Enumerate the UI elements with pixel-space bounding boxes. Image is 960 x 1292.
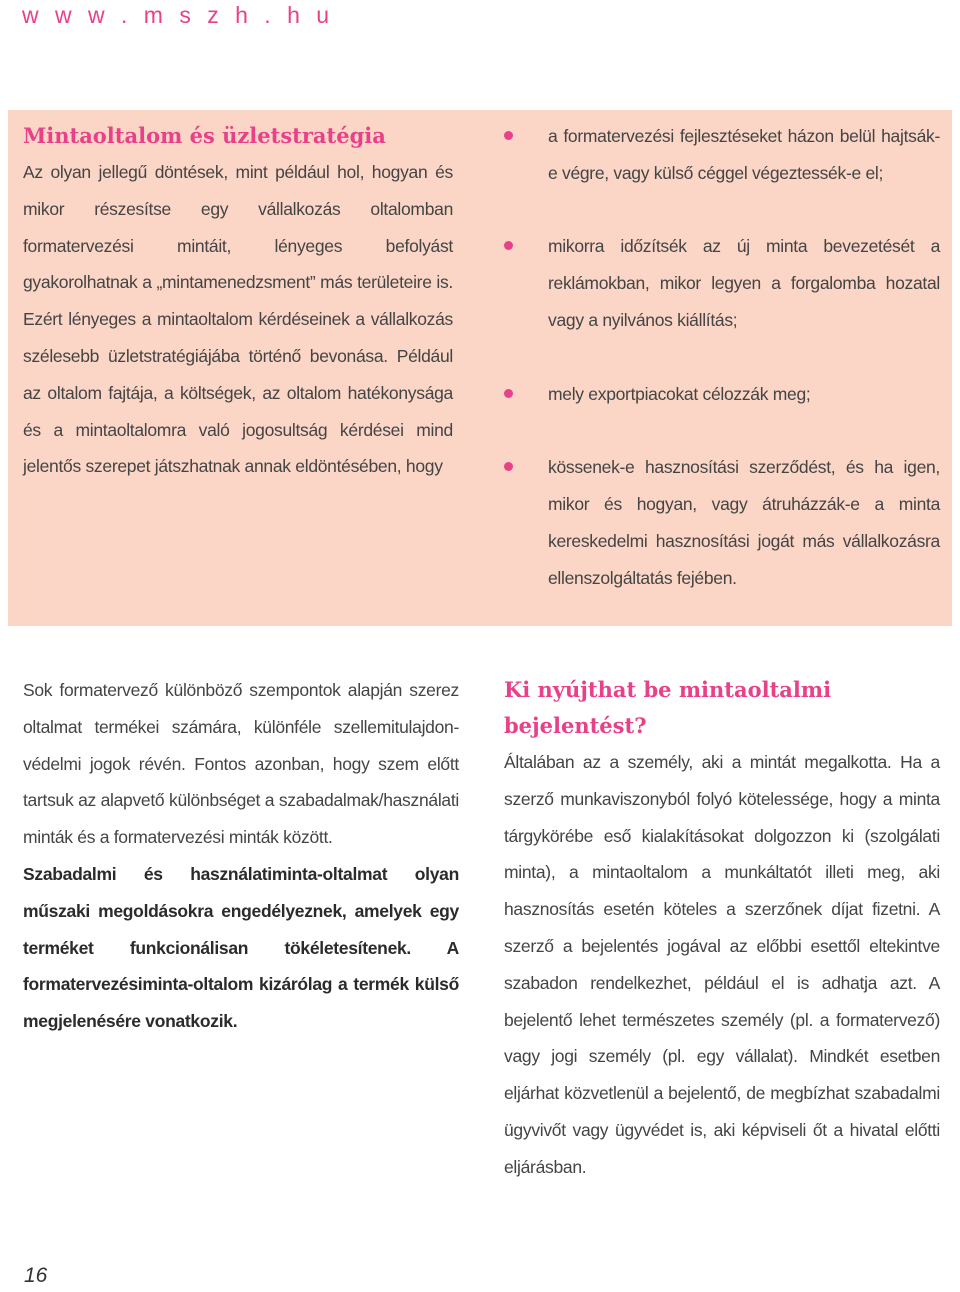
- bullet-dot-icon: [504, 389, 513, 398]
- bullet-text: a formatervezési fejlesztéseket házon belül hajtsák-e végre, vagy külső céggel végeztessék-e el;: [548, 126, 940, 183]
- section-heading: Ki nyújthat be mintaoltalmi bejelentést?: [504, 677, 832, 738]
- bullet-text: mikorra időzítsék az új minta bevezetését a reklámokban, mikor legyen a forgalomba hozatal vagy a nyilvános kiállítás;: [548, 236, 940, 330]
- info-box-intro: Az olyan jellegű döntések, mint például hol, hogyan és mikor részesítse egy vállalkozás oltalomban formatervezési mintáit, lényeges befolyást gyakorolhatnak a „mintamenedzsment” más területeire is. Ezért lényeges a mintaoltalom kérdéseinek a vállalkozás szélesebb üzletstratégiájába történő bevonása. Például az oltalom fajtája, a költségek, az oltalom hatékonysága és a mintaoltalomra való jogosultság kérdései mind jelentős szerepet játszhatnak annak eldöntésében, hogy: [23, 162, 453, 477]
- info-box-title: Mintaoltalom és üzletstratégia: [23, 123, 386, 148]
- bullet-item: [500, 228, 940, 338]
- info-box-right-column: [500, 118, 940, 633]
- body-right-column: [504, 672, 940, 1186]
- body-bold-paragraph: Szabadalmi és használatiminta-oltalmat olyan műszaki megoldásokra engedélyeznek, amelyek egy terméket funkcionálisan tökéletesítenek. A formatervezésiminta-oltalom kizárólag a termék külső megjelenésére vonatkozik.: [23, 863, 459, 1032]
- site-url[interactable]: w w w . m s z h . h u: [22, 2, 335, 28]
- info-box-bullet-list: [500, 118, 940, 596]
- body-paragraph: Sok formatervező különböző szempontok alapján szerez oltalmat termékei számára, különféle szellemitulajdon-védelmi jogok révén. Fontos azonban, hogy szem előtt tartsuk az alapvető különbséget a szabadalmak/használati minták és a formatervezési minták között.: [23, 680, 459, 848]
- info-box-left-column: [23, 118, 453, 485]
- bullet-dot-icon: [504, 131, 513, 140]
- bullet-item: [500, 376, 940, 413]
- bullet-text: mely exportpiacokat célozzák meg;: [548, 383, 811, 404]
- body-paragraph: Általában az a személy, aki a mintát megalkotta. Ha a szerző munkaviszonyból folyó kötelessége, hogy a minta tárgykörébe eső kialakításokat dolgozzon ki (szolgálati minta), a mintaoltalom a munkáltatót illeti meg, aki hasznosítás esetén köteles a szerzőnek díjat fizetni. A szerző a bejelentés jogával az előbbi esettől eltekintve szabadon rendelkezhet, például el is adhatja azt. A bejelentő lehet természetes személy (pl. a formatervező) vagy jogi személy (pl. egy vállalat). Mindkét esetben eljárhat közvetlenül a bejelentő, de megbízhat szabadalmi ügyvivőt vagy ügyvédet is, aki képviseli őt a hivatal előtti eljárásban.: [504, 752, 940, 1177]
- bullet-dot-icon: [504, 241, 513, 250]
- bullet-item: [500, 118, 940, 192]
- bullet-item: [500, 449, 940, 596]
- bullet-text: kössenek-e hasznosítási szerződést, és ha igen, mikor és hogyan, vagy átruházzák-e a minta kereskedelmi hasznosítási jogát más vállalkozásra ellenszolgáltatás fejében.: [548, 457, 940, 588]
- body-left-column: [23, 672, 459, 1040]
- page-number: 16: [24, 1264, 48, 1287]
- bullet-dot-icon: [504, 462, 513, 471]
